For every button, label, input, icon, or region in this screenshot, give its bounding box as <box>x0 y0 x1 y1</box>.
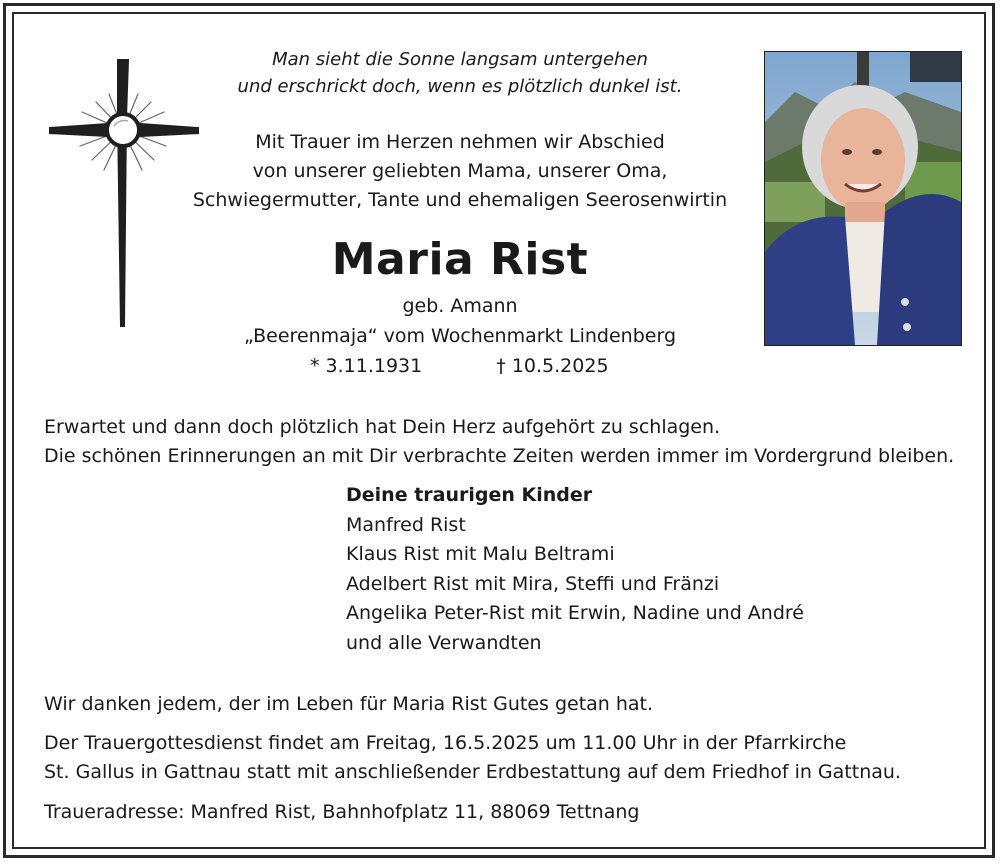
mourner-1: Manfred Rist <box>346 513 466 536</box>
mourners-list <box>346 481 804 658</box>
mourner-5: und alle Verwandten <box>346 631 542 654</box>
service-line-1: Der Trauergottesdienst findet am Freitag, 16.5.2025 um 11.00 Uhr in der Pfarrkirche <box>44 732 847 754</box>
motto <box>195 46 725 100</box>
message-line-1: Erwartet und dann doch plötzlich hat Dein Herz aufgehört zu schlagen. <box>44 416 721 438</box>
portrait-image <box>765 52 961 345</box>
service-line-2: St. Gallus in Gattnau statt mit anschließender Erdbestattung auf dem Friedhof in Gattnau. <box>44 761 901 783</box>
intro-line-1: Mit Trauer im Herzen nehmen wir Abschied <box>255 131 665 153</box>
life-dates <box>310 355 609 377</box>
nickname: „Beerenmaja“ vom Wochenmarkt Lindenberg <box>243 325 677 347</box>
mourners-heading: Deine traurigen Kinder <box>346 484 593 506</box>
service-info <box>44 729 901 787</box>
message-line-2: Die schönen Erinnerungen an mit Dir verbrachte Zeiten werden immer im Vordergrund bleiben. <box>44 445 955 467</box>
mourner-2: Klaus Rist mit Malu Beltrami <box>346 543 615 565</box>
birth-date: * 3.11.1931 <box>310 355 423 377</box>
portrait-photo <box>764 51 962 346</box>
thanks-text: Wir danken jedem, der im Leben für Maria Rist Gutes getan hat. <box>44 693 654 715</box>
mourner-4: Angelika Peter-Rist mit Erwin, Nadine und André <box>346 602 804 624</box>
intro-line-2: von unserer geliebten Mama, unserer Oma, <box>252 160 668 182</box>
deceased-name: Maria Rist <box>331 234 589 285</box>
mourner-3: Adelbert Rist mit Mira, Steffi und Fränzi <box>346 572 720 595</box>
motto-line-2: und erschrickt doch, wenn es plötzlich dunkel ist. <box>237 76 683 97</box>
motto-line-1: Man sieht die Sonne langsam untergehen <box>272 49 648 70</box>
message <box>44 413 954 471</box>
intro-text <box>165 128 755 215</box>
birth-name: geb. Amann <box>402 295 518 317</box>
intro-line-3: Schwiegermutter, Tante und ehemaligen Seerosenwirtin <box>192 189 728 211</box>
mourning-address: Traueradresse: Manfred Rist, Bahnhofplatz 11, 88069 Tettnang <box>44 801 640 823</box>
death-date: † 10.5.2025 <box>496 355 609 377</box>
